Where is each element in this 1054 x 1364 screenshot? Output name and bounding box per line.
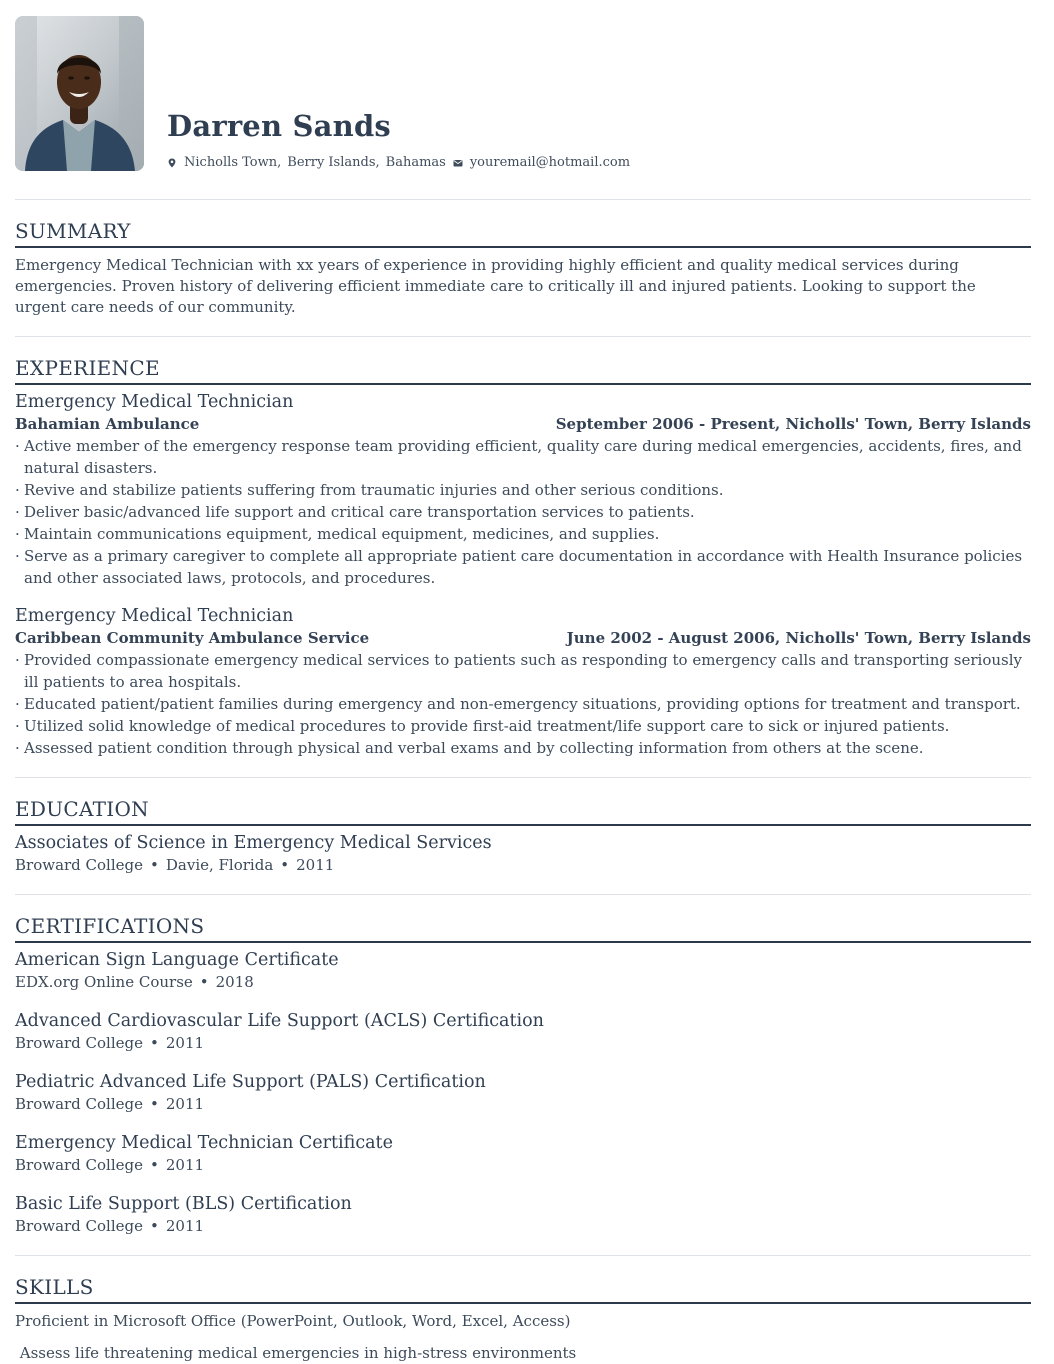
certification-details — [15, 1093, 1031, 1115]
certification-year: 2018 — [215, 973, 254, 991]
job-bullets — [15, 649, 1031, 759]
divider — [15, 894, 1031, 895]
certification-name: Emergency Medical Technician Certificate — [15, 1133, 393, 1153]
certification-issuer: EDX.org Online Course — [15, 973, 193, 991]
job-bullet: · Utilized solid knowledge of medical procedures to provide first-aid treatment/life support care to sick or injured patients. — [15, 715, 1031, 737]
education-entry — [15, 832, 1031, 876]
job-meta — [15, 627, 1031, 649]
education-year: 2011 — [296, 856, 335, 874]
divider — [15, 1255, 1031, 1256]
separator-dot: • — [150, 1095, 159, 1113]
job-entry — [15, 391, 1031, 589]
section-title-certifications: CERTIFICATIONS — [15, 916, 1031, 943]
certification-issuer: Broward College — [15, 1034, 144, 1052]
header-info — [167, 109, 631, 171]
certification-name: Basic Life Support (BLS) Certification — [15, 1194, 352, 1214]
certification-year: 2011 — [165, 1095, 205, 1113]
resume-header — [15, 16, 1031, 171]
certification-entry — [15, 949, 1031, 993]
separator-dot: • — [150, 856, 159, 874]
certification-issuer: Broward College — [15, 1156, 144, 1174]
candidate-name: Darren Sands — [167, 109, 391, 143]
education-degree: Associates of Science in Emergency Medical Services — [15, 833, 492, 853]
certification-details — [15, 1032, 1031, 1054]
profile-photo — [15, 16, 144, 171]
contact-line — [167, 155, 630, 170]
certification-entry — [15, 1071, 1031, 1115]
skills-section — [15, 1277, 1031, 1364]
job-bullet: · Revive and stabilize patients suffering from traumatic injuries and other serious conditions. — [15, 479, 1031, 501]
job-bullets — [15, 435, 1031, 589]
job-title: Emergency Medical Technician — [15, 392, 294, 412]
job-entry — [15, 605, 1031, 759]
envelope-icon — [453, 157, 463, 167]
section-title-skills: SKILLS — [15, 1277, 1031, 1304]
job-bullet: · Deliver basic/advanced life support and critical care transportation services to patients. — [15, 501, 1031, 523]
location-town: Nicholls Town, — [184, 155, 282, 170]
separator-dot: • — [280, 856, 290, 874]
certification-entry — [15, 1193, 1031, 1237]
certification-name: American Sign Language Certificate — [15, 950, 339, 970]
certification-issuer: Broward College — [15, 1217, 144, 1235]
separator-dot: • — [150, 1034, 159, 1052]
certification-details — [15, 1215, 1031, 1237]
email-link[interactable]: youremail@hotmail.com — [469, 155, 631, 170]
certification-name: Advanced Cardiovascular Life Support (ACLS) Certification — [15, 1011, 544, 1031]
job-bullet: · Maintain communications equipment, medical equipment, medicines, and supplies. — [15, 523, 1031, 545]
job-bullet: · Provided compassionate emergency medical services to patients such as responding to emergency calls and transporting seriously ill patients to area hospitals. — [15, 649, 1031, 693]
certification-issuer: Broward College — [15, 1095, 144, 1113]
certification-details — [15, 1154, 1031, 1176]
job-company: Caribbean Community Ambulance Service — [15, 629, 370, 647]
education-location: Davie, Florida — [165, 856, 274, 874]
summary-text: Emergency Medical Technician with xx years of experience in providing highly efficient and quality medical services during emergencies. Proven history of delivering efficient immediate care to critically ill and injured patients. Looking to support the urgent care needs of our community. — [15, 256, 976, 316]
job-bullet: · Assessed patient condition through physical and verbal exams and by collecting information from others at the scene. — [15, 737, 1031, 759]
divider — [15, 199, 1031, 200]
skill-item: Assess life threatening medical emergencies in high-stress environments — [15, 1344, 577, 1362]
location-country: Bahamas — [385, 155, 446, 170]
certification-year: 2011 — [165, 1156, 205, 1174]
location-island: Berry Islands, — [287, 155, 380, 170]
job-meta — [15, 413, 1031, 435]
job-bullet: · Serve as a primary caregiver to complete all appropriate patient care documentation in accordance with Health Insurance policies and other associated laws, protocols, and procedures. — [15, 545, 1031, 589]
job-dates-location: September 2006 - Present, Nicholls' Town, Berry Islands — [555, 415, 1031, 433]
certification-year: 2011 — [165, 1034, 205, 1052]
divider — [15, 777, 1031, 778]
section-title-experience: EXPERIENCE — [15, 358, 1031, 385]
certification-details — [15, 971, 1031, 993]
job-dates-location: June 2002 - August 2006, Nicholls' Town, Berry Islands — [566, 629, 1031, 647]
education-section — [15, 799, 1031, 876]
experience-section — [15, 358, 1031, 759]
map-pin-icon — [167, 157, 177, 167]
certification-entry — [15, 1132, 1031, 1176]
job-bullet: · Active member of the emergency response team providing efficient, quality care during medical emergencies, accidents, fires, and natural disasters. — [15, 435, 1031, 479]
education-details — [15, 854, 1031, 876]
section-title-education: EDUCATION — [15, 799, 1031, 826]
certification-year: 2011 — [165, 1217, 205, 1235]
separator-dot: • — [150, 1156, 159, 1174]
section-title-summary: SUMMARY — [15, 221, 1031, 248]
job-title: Emergency Medical Technician — [15, 606, 294, 626]
certification-name: Pediatric Advanced Life Support (PALS) Certification — [15, 1072, 486, 1092]
resume-page — [15, 16, 1031, 1364]
certifications-section — [15, 916, 1031, 1237]
certification-entry — [15, 1010, 1031, 1054]
education-school: Broward College — [15, 856, 144, 874]
skill-item: Proficient in Microsoft Office (PowerPoint, Outlook, Word, Excel, Access) — [15, 1312, 571, 1330]
job-company: Bahamian Ambulance — [15, 415, 200, 433]
divider — [15, 336, 1031, 337]
summary-section — [15, 221, 1031, 318]
separator-dot: • — [199, 973, 209, 991]
separator-dot: • — [150, 1217, 159, 1235]
job-bullet: · Educated patient/patient families during emergency and non-emergency situations, providing options for treatment and transport. — [15, 693, 1031, 715]
